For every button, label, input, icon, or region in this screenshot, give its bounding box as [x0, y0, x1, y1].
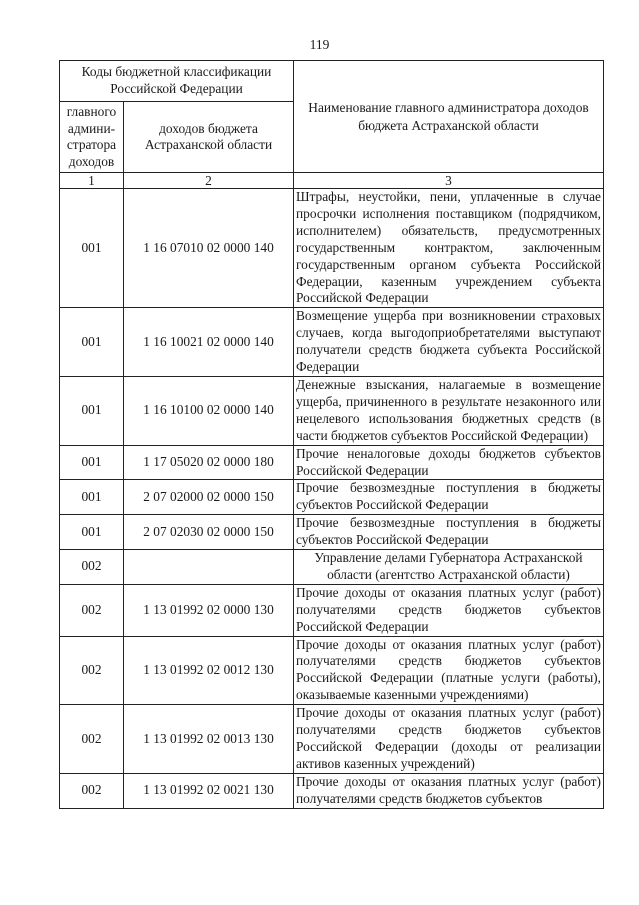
admin-name-cell: Прочие доходы от оказания платных услуг (работ) получателями средств бюджетов субъектов: [294, 773, 604, 808]
revenue-code-header: доходов бюджета Астраханской области: [124, 102, 294, 173]
table-body: [60, 189, 604, 809]
table-row: [60, 584, 604, 636]
revenue-code-cell: 2 07 02030 02 0000 150: [124, 515, 294, 550]
column-number: 1: [60, 173, 124, 189]
admin-code-cell: 001: [60, 308, 124, 377]
table-row: [60, 773, 604, 808]
table-row: [60, 705, 604, 774]
revenue-code-cell: 1 16 07010 02 0000 140: [124, 189, 294, 308]
admin-name-cell: Прочие доходы от оказания платных услуг (работ) получателями средств бюджетов субъектов Российской Федерации (доходы от реализации активов казенных учреждений): [294, 705, 604, 774]
admin-code-cell: 001: [60, 445, 124, 480]
revenue-code-cell: 1 13 01992 02 0012 130: [124, 636, 294, 705]
table-row: [60, 189, 604, 308]
admin-code-cell: 001: [60, 515, 124, 550]
admin-code-cell: 002: [60, 584, 124, 636]
admin-code-cell: 002: [60, 636, 124, 705]
admin-name-cell: Штрафы, неустойки, пени, уплаченные в случае просрочки исполнения поставщиком (подрядчиком, исполнителем) обязательств, предусмотренных государственным контрактом, заключенным государственным органом субъекта Российской Федерации, казенным учреждением субъекта Российской Федерации: [294, 189, 604, 308]
admin-name-cell: Прочие безвозмездные поступления в бюджеты субъектов Российской Федерации: [294, 480, 604, 515]
column-number: 2: [124, 173, 294, 189]
column-number: 3: [294, 173, 604, 189]
revenue-code-cell: 1 16 10021 02 0000 140: [124, 308, 294, 377]
revenue-code-cell: [124, 550, 294, 585]
admin-name-cell: Денежные взыскания, налагаемые в возмещение ущерба, причиненного в результате незаконного или нецелевого использования бюджетных средств (в части бюджетов субъектов Российской Федерации): [294, 376, 604, 445]
admin-name-cell: Прочие безвозмездные поступления в бюджеты субъектов Российской Федерации: [294, 515, 604, 550]
revenue-code-cell: 2 07 02000 02 0000 150: [124, 480, 294, 515]
column-numbers-row: [60, 173, 604, 189]
table-row: [60, 636, 604, 705]
table-row: [60, 480, 604, 515]
admin-code-cell: 002: [60, 550, 124, 585]
revenue-code-cell: 1 13 01992 02 0013 130: [124, 705, 294, 774]
table-row: [60, 308, 604, 377]
admin-name-cell: Прочие неналоговые доходы бюджетов субъектов Российской Федерации: [294, 445, 604, 480]
admin-code-cell: 002: [60, 705, 124, 774]
admin-code-cell: 001: [60, 189, 124, 308]
admin-name-cell: Управление делами Губернатора Астраханской области (агентство Астраханской области): [294, 550, 604, 585]
admin-name-cell: Прочие доходы от оказания платных услуг (работ) получателями средств бюджетов субъектов Российской Федерации (платные услуги (работы), оказываемые казенными учреждениями): [294, 636, 604, 705]
codes-group-header: Коды бюджетной классификации Российской Федерации: [60, 61, 294, 102]
table-row: [60, 445, 604, 480]
admin-code-cell: 001: [60, 480, 124, 515]
admin-name-cell: Прочие доходы от оказания платных услуг (работ) получателями средств бюджетов субъектов Российской Федерации: [294, 584, 604, 636]
admin-name-cell: Возмещение ущерба при возникновении страховых случаев, когда выгодоприобретателями выступают получатели средств бюджета субъекта Российской Федерации: [294, 308, 604, 377]
table-header: [60, 61, 604, 189]
admin-code-header: главного админи-стратора доходов: [60, 102, 124, 173]
table-row: [60, 550, 604, 585]
revenue-code-cell: 1 13 01992 02 0021 130: [124, 773, 294, 808]
page-number: 119: [309, 37, 330, 52]
table-row: [60, 515, 604, 550]
revenue-code-cell: 1 16 10100 02 0000 140: [124, 376, 294, 445]
admin-name-header: Наименование главного администратора доходов бюджета Астраханской области: [294, 61, 604, 173]
revenue-code-cell: 1 13 01992 02 0000 130: [124, 584, 294, 636]
revenue-code-cell: 1 17 05020 02 0000 180: [124, 445, 294, 480]
admin-code-cell: 002: [60, 773, 124, 808]
admin-code-cell: 001: [60, 376, 124, 445]
budget-classification-table: [59, 60, 604, 809]
table-row: [60, 376, 604, 445]
